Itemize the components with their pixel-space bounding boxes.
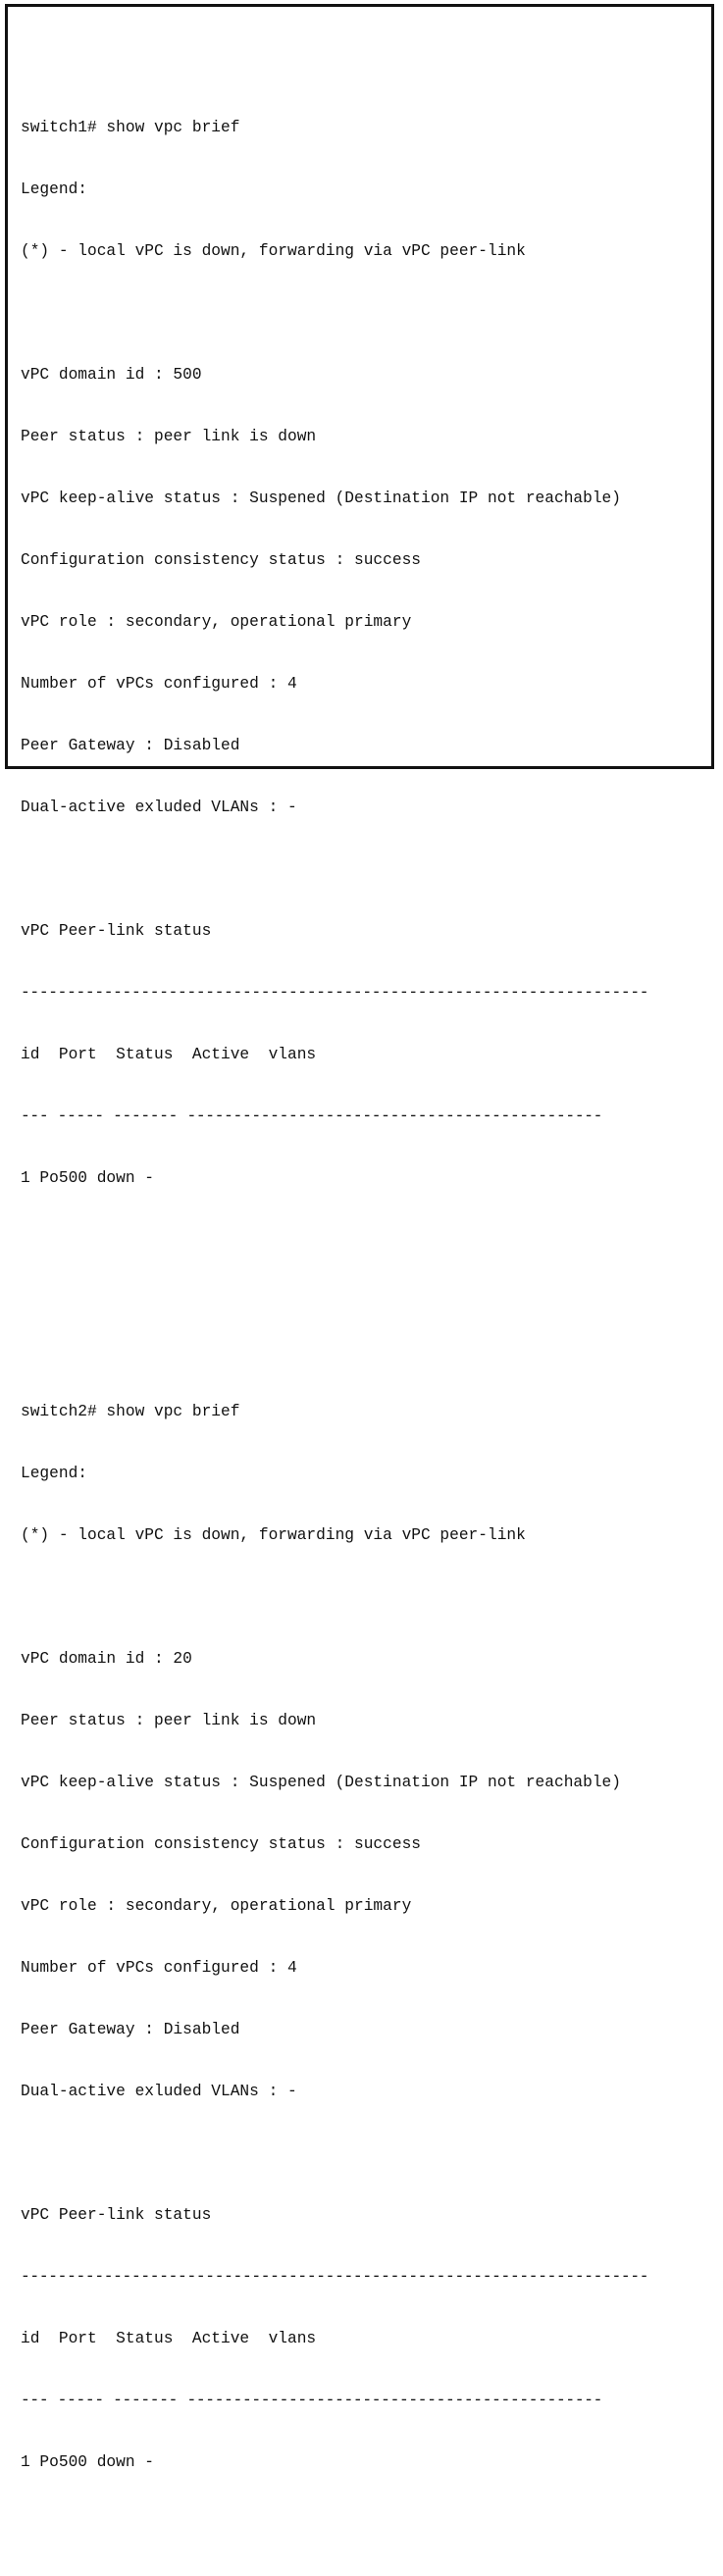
- switch1-table-header: id Port Status Active vlans: [21, 1046, 317, 1063]
- switch1-output-block: [21, 77, 712, 1230]
- terminal-output: [21, 15, 712, 2576]
- switch2-vpc-role: vPC role : secondary, operational primary: [21, 1897, 412, 1915]
- switch1-consistency-status: Configuration consistency status : success: [21, 551, 421, 569]
- switch1-legend-title: Legend:: [21, 180, 87, 198]
- section-gap: [21, 1292, 712, 1299]
- cli-output-frame: [5, 4, 714, 2471]
- switch2-consistency-status: Configuration consistency status : success: [21, 1835, 421, 1853]
- blank-line: [21, 859, 712, 880]
- switch2-dual-active-vlans: Dual-active exluded VLANs : -: [21, 2083, 297, 2100]
- switch2-table-top-rule: --------------------------------------------------------------------: [21, 2268, 649, 2286]
- switch1-vpc-role: vPC role : secondary, operational primary: [21, 613, 412, 631]
- switch1-table-top-rule: --------------------------------------------------------------------: [21, 984, 649, 1002]
- switch2-legend-title: Legend:: [21, 1465, 87, 1482]
- blank-line: [21, 1587, 712, 1608]
- switch1-dual-active-vlans: Dual-active exluded VLANs : -: [21, 799, 297, 816]
- switch2-keepalive-status: vPC keep-alive status : Suspened (Destination IP not reachable): [21, 1774, 621, 1791]
- switch1-keepalive-status: vPC keep-alive status : Suspened (Destination IP not reachable): [21, 489, 621, 507]
- switch1-table-row: 1 Po500 down -: [21, 1169, 154, 1187]
- blank-line: [21, 2143, 712, 2164]
- switch1-peer-status: Peer status : peer link is down: [21, 428, 317, 445]
- switch2-legend-line: (*) - local vPC is down, forwarding via vPC peer-link: [21, 1526, 526, 1544]
- switch1-vpc-count: Number of vPCs configured : 4: [21, 675, 297, 693]
- switch2-vpc-count: Number of vPCs configured : 4: [21, 1959, 297, 1977]
- switch2-peer-gateway: Peer Gateway : Disabled: [21, 2021, 240, 2038]
- blank-line: [21, 303, 712, 324]
- switch1-table-column-rule: --- ----- ------- ---------------------------------------------: [21, 1108, 603, 1125]
- switch2-table-column-rule: --- ----- ------- ---------------------------------------------: [21, 2392, 603, 2409]
- switch2-output-block: [21, 1361, 712, 2514]
- switch1-command-prompt: switch1# show vpc brief: [21, 119, 240, 136]
- switch2-table-header: id Port Status Active vlans: [21, 2330, 317, 2347]
- switch1-peerlink-title: vPC Peer-link status: [21, 922, 212, 940]
- switch2-table-row: 1 Po500 down -: [21, 2453, 154, 2471]
- switch1-domain-id: vPC domain id : 500: [21, 366, 202, 384]
- switch2-command-prompt: switch2# show vpc brief: [21, 1403, 240, 1420]
- switch1-peer-gateway: Peer Gateway : Disabled: [21, 737, 240, 754]
- switch2-peer-status: Peer status : peer link is down: [21, 1712, 317, 1729]
- switch2-peerlink-title: vPC Peer-link status: [21, 2206, 212, 2224]
- switch2-domain-id: vPC domain id : 20: [21, 1650, 192, 1668]
- switch1-legend-line: (*) - local vPC is down, forwarding via vPC peer-link: [21, 242, 526, 260]
